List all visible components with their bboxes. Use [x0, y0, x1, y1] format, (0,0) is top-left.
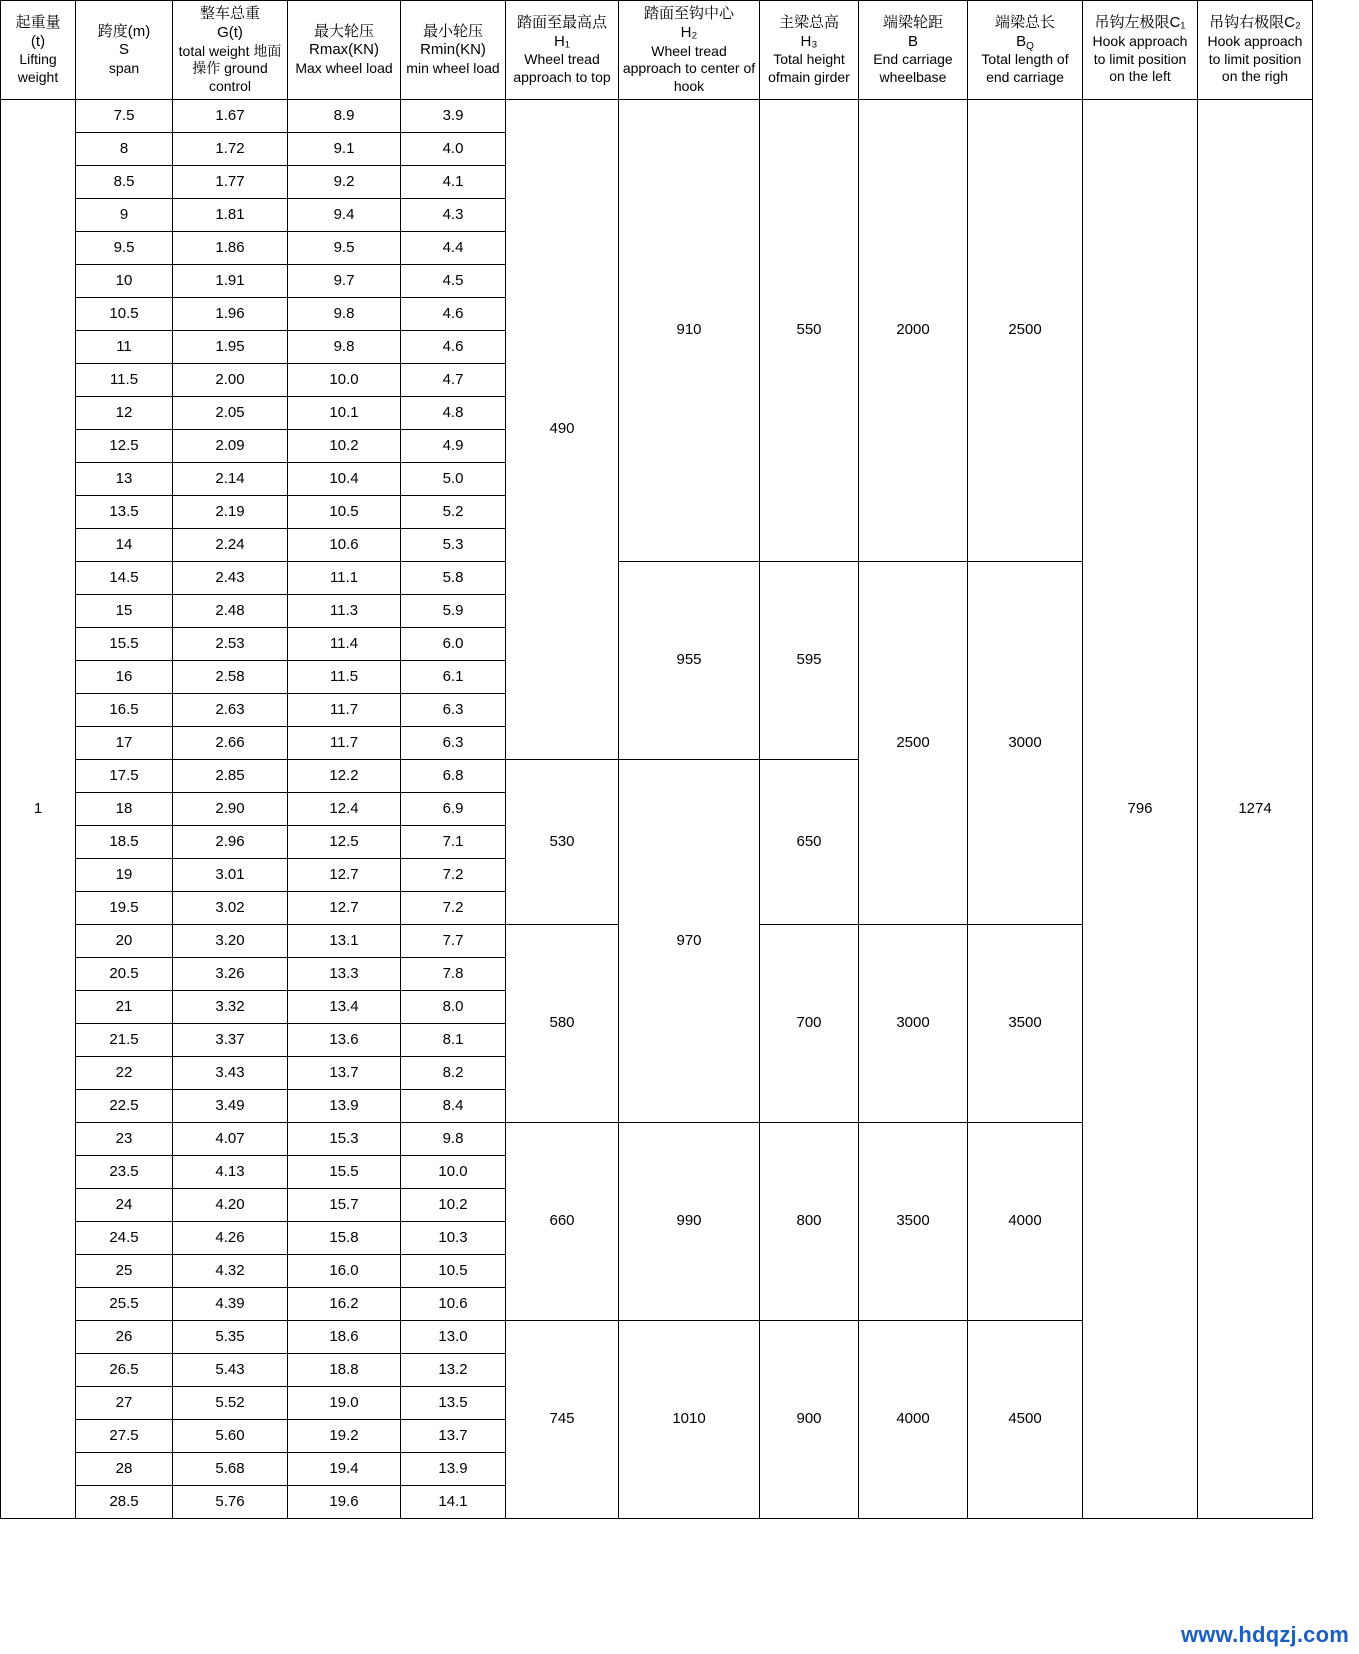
cell-max-wheel-load: 11.1: [288, 562, 401, 595]
cell-max-wheel-load: 15.5: [288, 1156, 401, 1189]
cell-min-wheel-load: 6.3: [401, 694, 506, 727]
cell-total-weight: 1.95: [173, 331, 288, 364]
header-total-weight-en: total weight 地面操作 ground control: [178, 42, 282, 94]
header-h2: [619, 1, 760, 100]
cell-min-wheel-load: 6.8: [401, 760, 506, 793]
cell-end-carriage-wheelbase: 4000: [859, 1321, 968, 1519]
cell-min-wheel-load: 8.1: [401, 1024, 506, 1057]
cell-span: 17: [76, 727, 173, 760]
header-max-wheel-load-en: Max wheel load: [295, 60, 393, 76]
cell-min-wheel-load: 4.0: [401, 133, 506, 166]
cell-max-wheel-load: 12.7: [288, 859, 401, 892]
cell-max-wheel-load: 15.8: [288, 1222, 401, 1255]
header-lifting-weight-cn: 起重量: [15, 13, 61, 31]
cell-min-wheel-load: 7.2: [401, 859, 506, 892]
cell-h2: 910: [619, 100, 760, 562]
cell-total-weight: 2.43: [173, 562, 288, 595]
header-b-cn: 端梁轮距: [882, 13, 943, 31]
cell-h2: 1010: [619, 1321, 760, 1519]
header-c1-en: Hook approach to limit position on the left: [1092, 33, 1188, 85]
header-min-wheel-load-cn: 最小轮压: [422, 22, 483, 40]
cell-min-wheel-load: 10.2: [401, 1189, 506, 1222]
cell-span: 27.5: [76, 1420, 173, 1453]
cell-total-weight: 2.85: [173, 760, 288, 793]
cell-max-wheel-load: 16.0: [288, 1255, 401, 1288]
cell-span: 22: [76, 1057, 173, 1090]
header-total-weight: [173, 1, 288, 100]
cell-min-wheel-load: 4.1: [401, 166, 506, 199]
cell-total-weight: 4.32: [173, 1255, 288, 1288]
cell-span: 7.5: [76, 100, 173, 133]
cell-span: 15.5: [76, 628, 173, 661]
cell-max-wheel-load: 11.7: [288, 727, 401, 760]
cell-h2: 970: [619, 760, 760, 1123]
cell-total-weight: 4.13: [173, 1156, 288, 1189]
header-h2-en: Wheel tread approach to center of hook: [622, 42, 756, 94]
cell-span: 17.5: [76, 760, 173, 793]
cell-max-wheel-load: 15.3: [288, 1123, 401, 1156]
cell-total-weight: 2.05: [173, 397, 288, 430]
cell-min-wheel-load: 10.5: [401, 1255, 506, 1288]
header-span-en: span: [108, 60, 140, 76]
cell-span: 18.5: [76, 826, 173, 859]
cell-total-weight: 2.19: [173, 496, 288, 529]
cell-min-wheel-load: 10.6: [401, 1288, 506, 1321]
cell-max-wheel-load: 13.6: [288, 1024, 401, 1057]
cell-min-wheel-load: 6.3: [401, 727, 506, 760]
cell-total-weight: 2.00: [173, 364, 288, 397]
cell-total-weight: 5.60: [173, 1420, 288, 1453]
cell-min-wheel-load: 5.3: [401, 529, 506, 562]
header-h3: [760, 1, 859, 100]
cell-span: 19.5: [76, 892, 173, 925]
cell-span: 9.5: [76, 232, 173, 265]
cell-min-wheel-load: 4.7: [401, 364, 506, 397]
cell-total-weight: 2.90: [173, 793, 288, 826]
cell-min-wheel-load: 8.0: [401, 991, 506, 1024]
cell-total-weight: 2.09: [173, 430, 288, 463]
cell-max-wheel-load: 9.4: [288, 199, 401, 232]
cell-max-wheel-load: 10.5: [288, 496, 401, 529]
cell-total-weight: 3.32: [173, 991, 288, 1024]
cell-min-wheel-load: 14.1: [401, 1486, 506, 1519]
cell-span: 14.5: [76, 562, 173, 595]
cell-end-carriage-length: 4500: [968, 1321, 1083, 1519]
cell-span: 28.5: [76, 1486, 173, 1519]
cell-span: 22.5: [76, 1090, 173, 1123]
cell-max-wheel-load: 10.0: [288, 364, 401, 397]
cell-span: 26.5: [76, 1354, 173, 1387]
cell-min-wheel-load: 10.0: [401, 1156, 506, 1189]
cell-end-carriage-length: 3500: [968, 925, 1083, 1123]
cell-min-wheel-load: 10.3: [401, 1222, 506, 1255]
cell-max-wheel-load: 19.4: [288, 1453, 401, 1486]
cell-min-wheel-load: 8.2: [401, 1057, 506, 1090]
cell-h3: 800: [760, 1123, 859, 1321]
header-h1: [506, 1, 619, 100]
cell-max-wheel-load: 10.2: [288, 430, 401, 463]
cell-max-wheel-load: 13.3: [288, 958, 401, 991]
cell-total-weight: 3.01: [173, 859, 288, 892]
cell-end-carriage-length: 3000: [968, 562, 1083, 925]
cell-h3: 900: [760, 1321, 859, 1519]
cell-h2: 955: [619, 562, 760, 760]
header-lifting-weight-en: Lifting weight: [17, 51, 59, 85]
cell-min-wheel-load: 13.7: [401, 1420, 506, 1453]
cell-total-weight: 4.39: [173, 1288, 288, 1321]
header-h3-cn: 主梁总高: [778, 13, 839, 31]
cell-max-wheel-load: 9.1: [288, 133, 401, 166]
header-total-weight-sym: G(t): [217, 23, 243, 41]
cell-span: 16.5: [76, 694, 173, 727]
cell-max-wheel-load: 12.4: [288, 793, 401, 826]
cell-total-weight: 3.20: [173, 925, 288, 958]
cell-min-wheel-load: 8.4: [401, 1090, 506, 1123]
cell-max-wheel-load: 9.2: [288, 166, 401, 199]
cell-min-wheel-load: 5.0: [401, 463, 506, 496]
cell-total-weight: 2.24: [173, 529, 288, 562]
header-bq-sym: $B_Q$: [1016, 32, 1034, 52]
cell-min-wheel-load: 13.5: [401, 1387, 506, 1420]
header-h1-sym: H₁: [554, 32, 570, 50]
table-header: [1, 1, 1313, 100]
cell-span: 14: [76, 529, 173, 562]
cell-max-wheel-load: 11.3: [288, 595, 401, 628]
cell-span: 11: [76, 331, 173, 364]
cell-total-weight: 3.02: [173, 892, 288, 925]
header-h3-sym: H₃: [800, 32, 818, 50]
cell-max-wheel-load: 11.5: [288, 661, 401, 694]
cell-span: 24: [76, 1189, 173, 1222]
cell-max-wheel-load: 10.1: [288, 397, 401, 430]
cell-max-wheel-load: 12.7: [288, 892, 401, 925]
cell-h3: 700: [760, 925, 859, 1123]
cell-span: 11.5: [76, 364, 173, 397]
cell-min-wheel-load: 6.0: [401, 628, 506, 661]
cell-span: 10: [76, 265, 173, 298]
header-b-en: End carriage wheelbase: [873, 51, 953, 85]
cell-max-wheel-load: 9.8: [288, 298, 401, 331]
cell-span: 23.5: [76, 1156, 173, 1189]
cell-end-carriage-wheelbase: 3000: [859, 925, 968, 1123]
header-h2-cn: 踏面至钩中心: [643, 5, 734, 22]
cell-min-wheel-load: 6.1: [401, 661, 506, 694]
table-body: [1, 100, 1313, 1519]
cell-total-weight: 1.86: [173, 232, 288, 265]
cell-h3: 550: [760, 100, 859, 562]
cell-end-carriage-length: 4000: [968, 1123, 1083, 1321]
header-max-wheel-load: [288, 1, 401, 100]
cell-max-wheel-load: 8.9: [288, 100, 401, 133]
cell-hook-right-limit: 1274: [1198, 100, 1313, 1519]
cell-min-wheel-load: 4.6: [401, 298, 506, 331]
cell-min-wheel-load: 7.1: [401, 826, 506, 859]
header-max-wheel-load-cn: 最大轮压: [313, 22, 374, 40]
cell-end-carriage-length: 2500: [968, 100, 1083, 562]
cell-span: 15: [76, 595, 173, 628]
cell-total-weight: 5.43: [173, 1354, 288, 1387]
header-h3-en: Total height ofmain girder: [768, 51, 850, 85]
header-bq-en: Total length of end carriage: [981, 51, 1069, 85]
cell-total-weight: 1.77: [173, 166, 288, 199]
cell-h1: 530: [506, 760, 619, 925]
cell-min-wheel-load: 5.9: [401, 595, 506, 628]
cell-min-wheel-load: 4.5: [401, 265, 506, 298]
cell-max-wheel-load: 13.4: [288, 991, 401, 1024]
cell-total-weight: 2.66: [173, 727, 288, 760]
cell-span: 25: [76, 1255, 173, 1288]
cell-h1: 745: [506, 1321, 619, 1519]
cell-end-carriage-wheelbase: 3500: [859, 1123, 968, 1321]
header-h2-sym: H₂: [680, 23, 698, 41]
cell-min-wheel-load: 4.9: [401, 430, 506, 463]
cell-min-wheel-load: 5.8: [401, 562, 506, 595]
cell-total-weight: 3.43: [173, 1057, 288, 1090]
cell-max-wheel-load: 19.2: [288, 1420, 401, 1453]
cell-total-weight: 1.67: [173, 100, 288, 133]
cell-span: 28: [76, 1453, 173, 1486]
cell-max-wheel-load: 12.2: [288, 760, 401, 793]
header-bq-cn: 端梁总长: [994, 13, 1055, 31]
header-c2-en: Hook approach to limit position on the righ: [1207, 33, 1303, 85]
cell-span: 12.5: [76, 430, 173, 463]
cell-total-weight: 5.76: [173, 1486, 288, 1519]
cell-total-weight: 3.49: [173, 1090, 288, 1123]
header-min-wheel-load-sym: Rmin(KN): [420, 41, 486, 59]
cell-h2: 990: [619, 1123, 760, 1321]
header-total-weight-cn: 整车总重: [199, 5, 260, 22]
cell-total-weight: 1.72: [173, 133, 288, 166]
cell-max-wheel-load: 12.5: [288, 826, 401, 859]
cell-min-wheel-load: 7.8: [401, 958, 506, 991]
cell-total-weight: 2.14: [173, 463, 288, 496]
header-max-wheel-load-sym: Rmax(KN): [309, 41, 379, 59]
cell-span: 8: [76, 133, 173, 166]
cell-total-weight: 1.91: [173, 265, 288, 298]
cell-span: 25.5: [76, 1288, 173, 1321]
cell-min-wheel-load: 3.9: [401, 100, 506, 133]
cell-end-carriage-wheelbase: 2000: [859, 100, 968, 562]
cell-min-wheel-load: 13.0: [401, 1321, 506, 1354]
cell-total-weight: 5.52: [173, 1387, 288, 1420]
cell-total-weight: 4.07: [173, 1123, 288, 1156]
cell-total-weight: 2.96: [173, 826, 288, 859]
cell-hook-left-limit: 796: [1083, 100, 1198, 1519]
cell-total-weight: 4.20: [173, 1189, 288, 1222]
cell-span: 23: [76, 1123, 173, 1156]
cell-min-wheel-load: 7.2: [401, 892, 506, 925]
header-span-sym: S: [118, 41, 129, 59]
header-span-cn: 跨度(m): [97, 22, 151, 40]
cell-total-weight: 4.26: [173, 1222, 288, 1255]
cell-span: 24.5: [76, 1222, 173, 1255]
cell-total-weight: 5.68: [173, 1453, 288, 1486]
cell-min-wheel-load: 9.8: [401, 1123, 506, 1156]
header-lifting-weight-sym: (t): [30, 32, 46, 50]
cell-min-wheel-load: 13.9: [401, 1453, 506, 1486]
cell-total-weight: 2.53: [173, 628, 288, 661]
cell-total-weight: 1.96: [173, 298, 288, 331]
cell-min-wheel-load: 7.7: [401, 925, 506, 958]
cell-end-carriage-wheelbase: 2500: [859, 562, 968, 925]
header-min-wheel-load-en: min wheel load: [406, 60, 500, 76]
cell-max-wheel-load: 13.1: [288, 925, 401, 958]
cell-min-wheel-load: 6.9: [401, 793, 506, 826]
cell-max-wheel-load: 19.6: [288, 1486, 401, 1519]
cell-max-wheel-load: 15.7: [288, 1189, 401, 1222]
cell-span: 18: [76, 793, 173, 826]
cell-max-wheel-load: 16.2: [288, 1288, 401, 1321]
header-h1-en: Wheel tread approach to top: [513, 51, 611, 85]
cell-max-wheel-load: 11.4: [288, 628, 401, 661]
cell-span: 26: [76, 1321, 173, 1354]
cell-span: 13: [76, 463, 173, 496]
header-hook-left-limit: [1083, 1, 1198, 100]
cell-span: 13.5: [76, 496, 173, 529]
cell-h1: 490: [506, 100, 619, 760]
site-watermark: www.hdqzj.com: [1180, 1622, 1349, 1647]
cell-h1: 580: [506, 925, 619, 1123]
cell-total-weight: 2.48: [173, 595, 288, 628]
cell-min-wheel-load: 4.8: [401, 397, 506, 430]
cell-max-wheel-load: 18.6: [288, 1321, 401, 1354]
cell-max-wheel-load: 9.5: [288, 232, 401, 265]
cell-span: 8.5: [76, 166, 173, 199]
cell-span: 10.5: [76, 298, 173, 331]
header-end-carriage-length: [968, 1, 1083, 100]
cell-min-wheel-load: 5.2: [401, 496, 506, 529]
cell-max-wheel-load: 10.4: [288, 463, 401, 496]
cell-span: 16: [76, 661, 173, 694]
cell-max-wheel-load: 11.7: [288, 694, 401, 727]
cell-span: 21: [76, 991, 173, 1024]
table-row: [1, 100, 1313, 133]
cell-span: 27: [76, 1387, 173, 1420]
header-lifting-weight: [1, 1, 76, 100]
cell-span: 20.5: [76, 958, 173, 991]
cell-min-wheel-load: 4.6: [401, 331, 506, 364]
cell-min-wheel-load: 4.3: [401, 199, 506, 232]
cell-h3: 650: [760, 760, 859, 925]
cell-lifting-weight: 1: [1, 100, 76, 1519]
cell-total-weight: 3.26: [173, 958, 288, 991]
header-c2-cn: 吊钩右极限C₂: [1209, 14, 1301, 32]
cell-total-weight: 2.58: [173, 661, 288, 694]
cell-span: 20: [76, 925, 173, 958]
cell-max-wheel-load: 9.8: [288, 331, 401, 364]
cell-h1: 660: [506, 1123, 619, 1321]
cell-min-wheel-load: 4.4: [401, 232, 506, 265]
cell-max-wheel-load: 9.7: [288, 265, 401, 298]
cell-max-wheel-load: 10.6: [288, 529, 401, 562]
cell-max-wheel-load: 13.7: [288, 1057, 401, 1090]
header-min-wheel-load: [401, 1, 506, 100]
header-b-sym: B: [907, 32, 918, 50]
cell-span: 12: [76, 397, 173, 430]
cell-span: 9: [76, 199, 173, 232]
header-c1-cn: 吊钩左极限C₁: [1094, 14, 1186, 32]
header-hook-right-limit: [1198, 1, 1313, 100]
cell-h3: 595: [760, 562, 859, 760]
cell-max-wheel-load: 13.9: [288, 1090, 401, 1123]
cell-total-weight: 1.81: [173, 199, 288, 232]
header-span: [76, 1, 173, 100]
cell-span: 21.5: [76, 1024, 173, 1057]
cell-total-weight: 2.63: [173, 694, 288, 727]
header-h1-cn: 踏面至最高点: [516, 13, 607, 31]
cell-span: 19: [76, 859, 173, 892]
cell-total-weight: 3.37: [173, 1024, 288, 1057]
header-end-carriage-wheelbase: [859, 1, 968, 100]
header-row: [1, 1, 1313, 100]
cell-total-weight: 5.35: [173, 1321, 288, 1354]
cell-max-wheel-load: 19.0: [288, 1387, 401, 1420]
cell-min-wheel-load: 13.2: [401, 1354, 506, 1387]
cell-max-wheel-load: 18.8: [288, 1354, 401, 1387]
